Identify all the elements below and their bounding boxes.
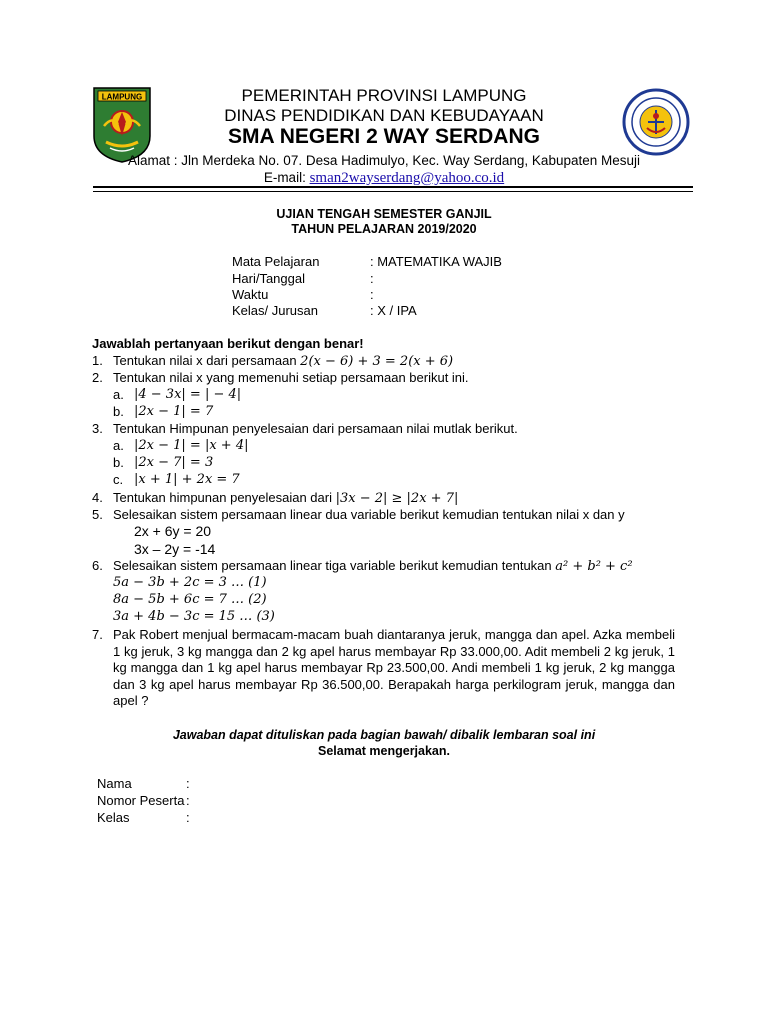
question-6-number: 6. [92,558,103,573]
question-6 [113,558,633,574]
question-7-number: 7. [92,627,103,642]
question-3a-label: a. [113,438,124,453]
header-school-name: SMA NEGERI 2 WAY SERDANG [228,125,540,148]
question-3c-math: |x + 1| + 2x = 7 [134,472,240,487]
meta-label-subject: Mata Pelajaran [232,254,320,269]
meta-value-time: : [370,287,374,302]
question-1-math: 2(x − 6) + 3 = 2(x + 6) [300,354,454,369]
identity-class-colon: : [186,810,190,825]
question-3-number: 3. [92,421,103,436]
identity-number-colon: : [186,793,190,808]
question-4-text: Tentukan himpunan penyelesaian dari [113,490,336,505]
question-5-eq2: 3x – 2y = -14 [134,541,216,557]
meta-label-date: Hari/Tanggal [232,271,305,286]
meta-label-time: Waktu [232,287,269,302]
question-3-text: Tentukan Himpunan penyelesaian dari persamaan nilai mutlak berikut. [113,421,518,436]
email-link[interactable]: sman2wayserdang@yahoo.co.id [309,170,505,186]
question-6-eq2: 8a − 5b + 6c = 7 … (2) [113,592,267,607]
header-government: PEMERINTAH PROVINSI LAMPUNG [241,86,527,105]
question-2a-math: |4 − 3x| = | − 4| [134,387,242,402]
question-6-eq3: 3a + 4b − 3c = 15 … (3) [113,609,275,624]
identity-name-label: Nama [97,776,132,791]
question-7-text: Pak Robert menjual bermacam-macam buah diantaranya jeruk, mangga dan apel. Azka membeli 1 kg jeruk, 3 kg mangga dan 2 kg apel harus membayar Rp 33.000,00. Adit membeli 2 kg jeruk, 1 kg mangga dan 1 kg apel harus membayar Rp 23.500,00. Andi membeli 1 kg jeruk, 2 kg mangga dan 3 kg apel harus membayar Rp 36.500,00. Berapakah harga perkilogram jeruk, mangga dan apel ? [113,627,675,708]
question-5-text: Selesaikan sistem persamaan linear dua variable berikut kemudian tentukan nilai x dan y [113,507,625,522]
meta-value-subject: : MATEMATIKA WAJIB [370,254,502,269]
question-2-number: 2. [92,370,103,385]
header-email-line [0,170,768,187]
question-2b-math: |2x − 1| = 7 [134,404,214,419]
identity-number-label: Nomor Peserta [97,793,185,808]
question-6-math: a² + b² + c² [555,559,633,574]
question-4 [113,490,458,506]
logo-left-text: LAMPUNG [101,92,143,102]
question-1 [113,353,453,369]
instruction: Jawablah pertanyaan berikut dengan benar! [92,336,364,351]
exam-year: TAHUN PELAJARAN 2019/2020 [291,222,477,236]
footer-greeting: Selamat mengerjakan. [317,744,450,758]
header-divider-thin [93,191,693,192]
header-address: Alamat : Jln Merdeka No. 07. Desa Hadimulyo, Kec. Way Serdang, Kabupaten Mesuji [128,153,640,168]
identity-name-colon: : [186,776,190,791]
question-1-number: 1. [92,353,103,368]
footer-note: Jawaban dapat dituliskan pada bagian bawah/ dibalik lembaran soal ini [172,728,596,742]
question-3c-label: c. [113,472,124,487]
header-divider-thick [93,186,693,188]
meta-value-date: : [370,271,374,286]
question-5-eq1: 2x + 6y = 20 [134,523,212,539]
question-3a-math: |2x − 1| = |x + 4| [134,438,249,453]
email-label: E-mail: [263,170,310,185]
question-2-text: Tentukan nilai x yang memenuhi setiap persamaan berikut ini. [113,370,469,385]
exam-title: UJIAN TENGAH SEMESTER GANJIL [276,207,492,221]
question-6-eq1: 5a − 3b + 2c = 3 … (1) [113,575,267,590]
question-4-math: |3x − 2| ≥ |2x + 7| [335,491,459,506]
question-5-number: 5. [92,507,103,522]
identity-class-label: Kelas [97,810,130,825]
question-2a-label: a. [113,387,124,402]
question-3b-math: |2x − 7| = 3 [134,455,214,470]
question-1-text: Tentukan nilai x dari persamaan [113,353,301,368]
meta-label-class: Kelas/ Jurusan [232,303,318,318]
question-3b-label: b. [113,455,124,470]
header-department: DINAS PENDIDIKAN DAN KEBUDAYAAN [224,106,544,125]
question-2b-label: b. [113,404,124,419]
question-4-number: 4. [92,490,103,505]
question-6-text: Selesaikan sistem persamaan linear tiga variable berikut kemudian tentukan [113,558,556,573]
meta-value-class: : X / IPA [370,303,417,318]
